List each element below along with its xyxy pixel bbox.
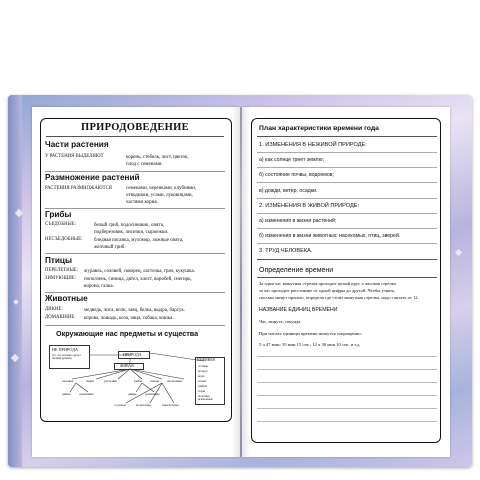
divider bbox=[257, 198, 437, 199]
nonliving-item: вода bbox=[198, 374, 205, 378]
diagram-title: Окружающие нас предметы и существа bbox=[56, 329, 199, 338]
divider bbox=[257, 152, 437, 153]
living-item: растения bbox=[104, 379, 117, 383]
row-label: ДИКИЕ: bbox=[45, 307, 63, 312]
title-underline bbox=[257, 136, 437, 137]
units-text: Час, минута, секунда. bbox=[259, 319, 302, 324]
sub-item: перелетные bbox=[162, 403, 179, 407]
nature-label: ПРИРОДА bbox=[123, 352, 142, 357]
cover-edge bbox=[8, 95, 22, 467]
ruled-line bbox=[257, 421, 437, 422]
sub-item: дикие bbox=[128, 392, 137, 396]
plan-item: 2. ИЗМЕНЕНИЯ В ЖИВОЙ ПРИРОДЕ: bbox=[259, 203, 360, 209]
not-nature-label: НЕ ПРИРОДА bbox=[52, 347, 79, 352]
sub-item: оседлые bbox=[114, 403, 126, 407]
ruled-line bbox=[257, 382, 437, 383]
living-item: насекомые bbox=[167, 379, 183, 383]
units-heading: НАЗВАНИЕ ЕДИНИЦ ВРЕМЕНИ bbox=[259, 307, 338, 313]
abbr-text: При числах единицы времени пишутся сокращенно: bbox=[259, 331, 362, 336]
plan-item: б) изменения в жизни животных: насекомых, птиц, зверей. bbox=[259, 233, 401, 239]
divider bbox=[257, 243, 437, 244]
row-value: поползень, синица, дятел, клест, воробей, снегирь, bbox=[84, 277, 192, 282]
nonliving-item: камни bbox=[198, 384, 207, 388]
example-text: 5 ч 47 мин; 10 мин 15 сек.; 12 ч 30 мин 10 сек. и т.д. bbox=[259, 342, 361, 347]
section-heading: Грибы bbox=[45, 210, 72, 219]
page-title: ПРИРОДОВЕДЕНИЕ bbox=[81, 122, 189, 133]
plan-item: в) дожди, ветер, осадки. bbox=[259, 188, 318, 194]
nonliving-item: горы bbox=[198, 389, 205, 393]
nonliving-item: полезные ископаемые bbox=[198, 394, 213, 402]
ruled-line bbox=[257, 356, 437, 357]
time-text-line: сколько минут прошло, определи где стоит минутная стрелка, надо считать от 12. bbox=[259, 295, 419, 300]
row-value: корень, стебель, лист, цветок, bbox=[126, 155, 189, 160]
divider bbox=[257, 228, 437, 229]
nonliving-item: солнце bbox=[198, 364, 208, 368]
sub-item: кочующие bbox=[136, 403, 151, 407]
divider bbox=[257, 213, 437, 214]
row-value: подберезовик, лисички, сыроежки. bbox=[94, 230, 169, 235]
living-item: птицы bbox=[150, 379, 160, 383]
divider bbox=[257, 277, 437, 278]
section-heading: Размножение растений bbox=[45, 173, 140, 182]
row-label: ЗИМУЮЩИЕ: bbox=[45, 276, 77, 281]
row-value: корова, лошадь, коза, овца, собака, кошка. bbox=[84, 316, 174, 321]
row-label: ПЕРЕЛЕТНЫЕ: bbox=[45, 268, 79, 273]
plan-item: 3. ТРУД ЧЕЛОВЕКА. bbox=[259, 248, 313, 254]
row-value: ворона, галка. bbox=[84, 284, 114, 289]
row-value: белый гриб, подосиновик, опята, bbox=[94, 223, 165, 228]
row-value: семенами, черенками, клубнями, bbox=[126, 186, 197, 191]
row-value: журавль, соловей, скворец, ласточка, грач, кукушка. bbox=[84, 269, 195, 274]
nonliving-item: почва bbox=[198, 379, 207, 383]
divider bbox=[257, 182, 437, 183]
ruled-line bbox=[257, 369, 437, 370]
divider bbox=[257, 259, 437, 260]
nonliving-label: НЕЖИВАЯ bbox=[197, 358, 215, 362]
plan-title: План характеристики времени года bbox=[259, 125, 379, 132]
time-text-line: За один час минутная стрелка проходит целый круг, а часовая стрелка bbox=[259, 281, 396, 286]
sub-item: домашние bbox=[145, 392, 160, 396]
living-item: человек bbox=[62, 379, 74, 383]
time-text-line: за час проходит расстояние от одной цифры до другой. Чтобы узнать, bbox=[259, 288, 396, 293]
right-page bbox=[242, 107, 450, 457]
row-value: плод с семенами. bbox=[126, 162, 163, 167]
section-heading: Части растения bbox=[45, 140, 109, 149]
row-value: желчный гриб. bbox=[94, 245, 126, 250]
divider bbox=[257, 167, 437, 168]
row-value: медведь, лиса, волк, заяц, белка, выдра, барсук. bbox=[84, 308, 186, 313]
time-heading: Определение времени bbox=[259, 267, 334, 274]
ruled-line bbox=[257, 395, 437, 396]
plan-item: а) изменения в жизни растений; bbox=[259, 218, 337, 224]
living-label: ЖИВАЯ bbox=[120, 364, 134, 368]
row-value: отводками, усами, луковицами, bbox=[126, 193, 193, 198]
section-heading: Животные bbox=[45, 294, 88, 303]
left-page bbox=[32, 107, 240, 457]
sub-item: дикие bbox=[62, 392, 71, 396]
plan-item: б) состояние почвы, водоемов; bbox=[259, 172, 334, 178]
nonliving-item: воздух bbox=[198, 369, 208, 373]
row-value: частями корня. bbox=[126, 200, 158, 205]
section-heading: Птицы bbox=[45, 256, 72, 265]
row-value: бледная поганка, мухомор, ложные опята, bbox=[94, 238, 184, 243]
ruled-line bbox=[257, 408, 437, 409]
sub-item: домашние bbox=[79, 392, 94, 396]
living-item: рыбы bbox=[134, 379, 142, 383]
row-label: У РАСТЕНИЯ ВЫДЕЛЯЮТ bbox=[45, 154, 104, 159]
row-label: ДОМАШНИЕ: bbox=[45, 315, 76, 320]
row-label: СЪЕДОБНЫЕ: bbox=[45, 222, 77, 227]
not-nature-desc: (то, что человек сделал своими руками) bbox=[52, 353, 81, 361]
living-item: звери bbox=[86, 379, 94, 383]
row-label: НЕСЪЕДОБНЫЕ: bbox=[45, 237, 83, 242]
row-label: РАСТЕНИЯ РАЗМНОЖАЮТСЯ bbox=[45, 186, 113, 191]
plan-item: а) как солнце греет землю; bbox=[259, 157, 324, 163]
plan-item: 1. ИЗМЕНЕНИЯ В НЕЖИВОЙ ПРИРОДЕ: bbox=[259, 142, 367, 148]
book-spine bbox=[232, 107, 250, 457]
